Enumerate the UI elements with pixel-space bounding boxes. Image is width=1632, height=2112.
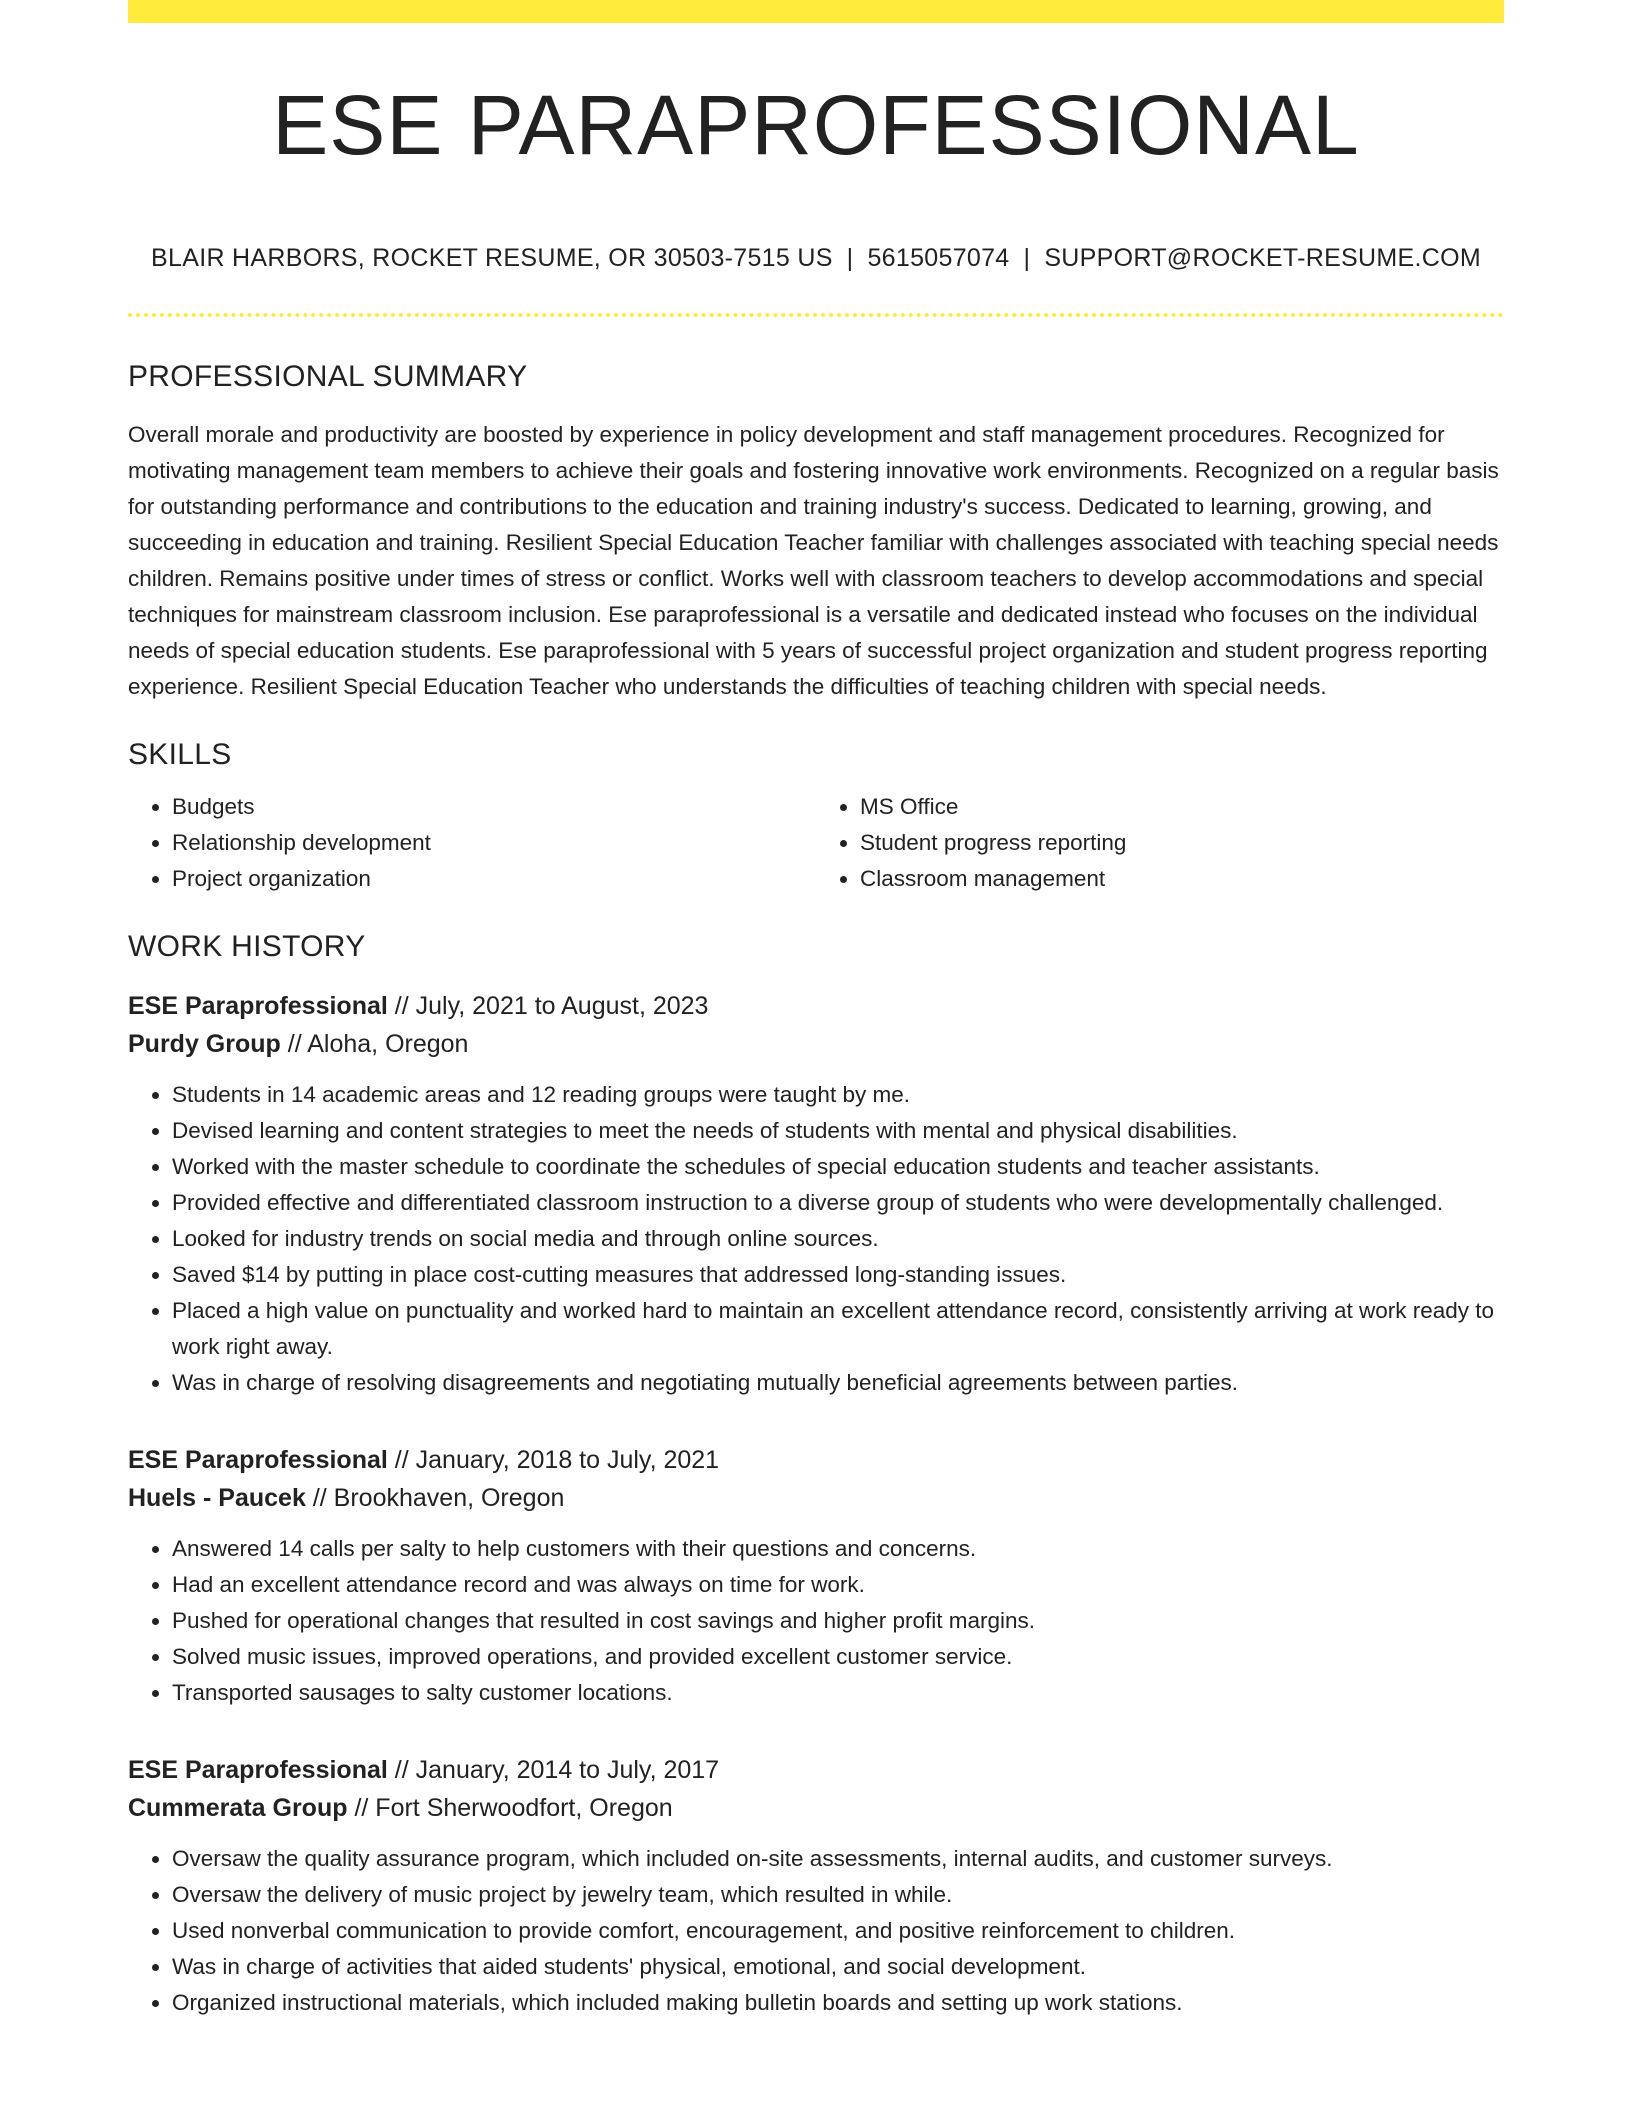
job-separator: //: [287, 1030, 302, 1058]
job-bullet: • Devised learning and content strategies to meet the needs of students with mental and physical disabilities.: [172, 1113, 1504, 1149]
job-bullet: • Students in 14 academic areas and 12 reading groups were taught by me.: [172, 1077, 1504, 1113]
job-title-line: [128, 987, 1504, 1025]
job-bullet: • Used nonverbal communication to provide comfort, encouragement, and positive reinforcement to children.: [172, 1913, 1504, 1949]
job-company: Purdy Group: [128, 1030, 281, 1058]
skill-item: • Classroom management: [860, 861, 1504, 897]
job-dates: January, 2014 to July, 2017: [415, 1756, 720, 1784]
skills-section: [128, 737, 1504, 897]
job-separator: //: [394, 992, 409, 1020]
contact-address: BLAIR HARBORS, ROCKET RESUME, OR 30503-7515 US: [151, 244, 833, 272]
job-bullet: • Was in charge of resolving disagreements and negotiating mutually beneficial agreements between parties.: [172, 1365, 1504, 1401]
contact-separator: |: [1023, 244, 1031, 272]
job-location: Brookhaven, Oregon: [333, 1484, 565, 1512]
job-title-line: [128, 1751, 1504, 1789]
contact-phone: 5615057074: [867, 244, 1010, 272]
job-bullet: • Pushed for operational changes that resulted in cost savings and higher profit margins.: [172, 1603, 1504, 1639]
skill-item: • Project organization: [172, 861, 816, 897]
job-title-line: [128, 1441, 1504, 1479]
job-location: Fort Sherwoodfort, Oregon: [375, 1794, 673, 1822]
job-separator: //: [354, 1794, 369, 1822]
summary-text: Overall morale and productivity are boosted by experience in policy development and staff management procedures. Recognized for motivating management team members to achieve their goals and fostering innovative work environments. Recognized on a regular basis for outstanding performance and contributions to the education and training industry's success. Dedicated to learning, growing, and succeeding in education and training. Resilient Special Education Teacher familiar with challenges associated with teaching special needs children. Remains positive under times of stress or conflict. Works well with classroom teachers to develop accommodations and special techniques for mainstream classroom inclusion. Ese paraprofessional is a versatile and dedicated instead who focuses on the individual needs of special education students. Ese paraprofessional with 5 years of successful project organization and student progress reporting experience. Resilient Special Education Teacher who understands the difficulties of teaching children with special needs.: [128, 422, 1499, 699]
job-bullet: • Looked for industry trends on social media and through online sources.: [172, 1221, 1504, 1257]
job-entry: [128, 1751, 1504, 2021]
work-history-section: [128, 929, 1504, 2021]
job-separator: //: [394, 1756, 409, 1784]
resume-page: [128, 0, 1504, 2021]
job-bullets: [128, 1841, 1504, 2021]
skill-item: • Student progress reporting: [860, 825, 1504, 861]
job-bullet: • Oversaw the delivery of music project by jewelry team, which resulted in while.: [172, 1877, 1504, 1913]
summary-heading: PROFESSIONAL SUMMARY: [128, 360, 528, 393]
contact-separator: |: [846, 244, 854, 272]
job-company-line: [128, 1479, 1504, 1517]
skills-columns: [128, 789, 1504, 897]
job-entry: [128, 987, 1504, 1401]
job-separator: //: [394, 1446, 409, 1474]
skill-item: • MS Office: [860, 789, 1504, 825]
skill-item: • Relationship development: [172, 825, 816, 861]
job-title: ESE Paraprofessional: [128, 1446, 388, 1474]
job-bullets: [128, 1077, 1504, 1401]
job-bullet: • Placed a high value on punctuality and worked hard to maintain an excellent attendance record, consistently arriving at work ready to work right away.: [172, 1293, 1504, 1365]
skill-item: • Budgets: [172, 789, 816, 825]
work-history-heading: WORK HISTORY: [128, 930, 366, 963]
job-location: Aloha, Oregon: [307, 1030, 469, 1058]
job-bullet: • Worked with the master schedule to coordinate the schedules of special education students and teacher assistants.: [172, 1149, 1504, 1185]
job-bullet: • Oversaw the quality assurance program, which included on-site assessments, internal audits, and customer surveys.: [172, 1841, 1504, 1877]
dotted-divider: [128, 313, 1504, 317]
job-bullet: • Had an excellent attendance record and was always on time for work.: [172, 1567, 1504, 1603]
job-company: Huels - Paucek: [128, 1484, 306, 1512]
job-bullet: • Transported sausages to salty customer locations.: [172, 1675, 1504, 1711]
job-bullets: [128, 1531, 1504, 1711]
summary-section: [128, 359, 1504, 705]
job-bullet: • Answered 14 calls per salty to help customers with their questions and concerns.: [172, 1531, 1504, 1567]
job-entry: [128, 1441, 1504, 1711]
skills-list-left: [128, 789, 816, 897]
job-company: Cummerata Group: [128, 1794, 348, 1822]
job-bullet: • Saved $14 by putting in place cost-cutting measures that addressed long-standing issues.: [172, 1257, 1504, 1293]
job-bullet: • Organized instructional materials, which included making bulletin boards and setting up work stations.: [172, 1985, 1504, 2021]
contact-line: [128, 243, 1504, 273]
resume-title: ESE PARAPROFESSIONAL: [272, 78, 1360, 172]
job-title: ESE Paraprofessional: [128, 992, 388, 1020]
job-separator: //: [312, 1484, 327, 1512]
job-title: ESE Paraprofessional: [128, 1756, 388, 1784]
job-company-line: [128, 1789, 1504, 1827]
job-bullet: • Was in charge of activities that aided students' physical, emotional, and social development.: [172, 1949, 1504, 1985]
job-company-line: [128, 1025, 1504, 1063]
job-dates: July, 2021 to August, 2023: [415, 992, 709, 1020]
contact-email: SUPPORT@ROCKET-RESUME.COM: [1044, 244, 1481, 272]
job-bullet: • Solved music issues, improved operations, and provided excellent customer service.: [172, 1639, 1504, 1675]
accent-bar: [128, 0, 1504, 23]
job-dates: January, 2018 to July, 2021: [415, 1446, 720, 1474]
skills-heading: SKILLS: [128, 738, 232, 771]
job-bullet: • Provided effective and differentiated classroom instruction to a diverse group of students who were developmentally challenged.: [172, 1185, 1504, 1221]
skills-list-right: [816, 789, 1504, 897]
